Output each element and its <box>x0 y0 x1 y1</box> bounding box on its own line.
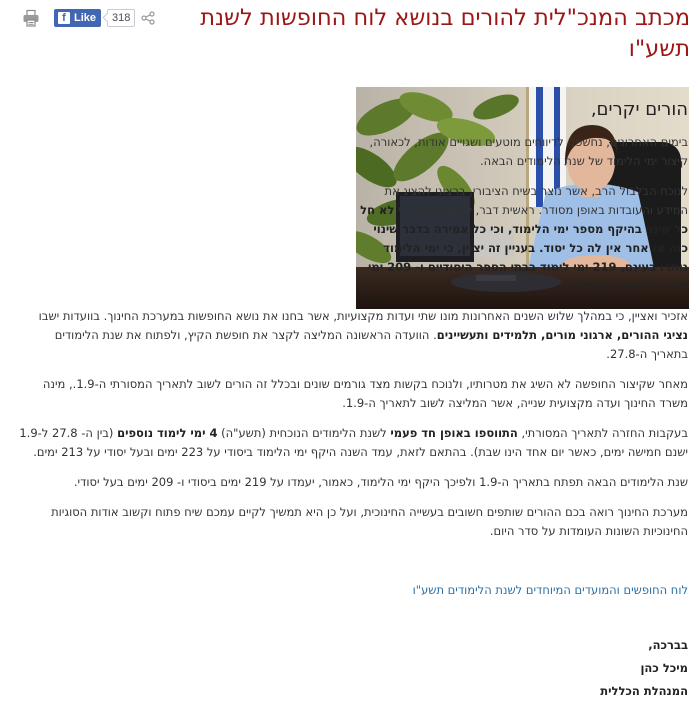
paragraph-5-bold-b: התווספו באופן חד פעמי <box>390 426 518 440</box>
signoff-regards: בברכה, <box>648 638 688 652</box>
paragraph-4: מאחר שקיצור החופשה לא השיג את מטרותיו, ולנוכח בקשות מצד גורמים שונים ובכלל זה הורים לשוב לתאריך המסורתי ה-1.9., מינה משרד החינוך ועדה מקצועית שנייה, אשר המליצה לשוב לתאריך ה-1.9. <box>42 377 688 410</box>
paragraph-2-bold: לא חל כל שינוי בהיקף מספר ימי הלימוד, וכי כל אמירה בדבר שינוי כזה או אחר אין לה כל יסוד. בעניין זה יצוין, כי ימי הלימוד נותרו בעינם, 219 ימי לימוד בבתי הספר היסודיים ו- 209 ימי לימוד בחטיבה העליונה. <box>360 203 688 293</box>
paragraph-3-bold: נציגי ההורים, ארגוני מורים, תלמידים ותעשיינים <box>436 328 688 342</box>
paragraph-7: מערכת החינוך רואה בכם ההורים שותפים חשובים בעשייה החינוכית, ועל כן היא תמשיך לקיים עמכם שיח פתוח וקשוב אודות הסוגיות החינוכיות השונות העומדות על סדר היום. <box>51 505 688 538</box>
paragraph-3-text-a: אזכיר ואציין, כי במהלך שלוש השנים האחרונות מונו שתי ועדות מקצועיות, אשר בחנו את נושא החופשות במערכת החינוך. בוועדות ישבו <box>38 309 688 323</box>
signature-block <box>18 634 688 703</box>
like-label: Like <box>74 12 97 24</box>
paragraph-1: בימים האחרונים, נחשפנו לדיווחים מוטעים ושגויים אודות, לכאורה, קיצור ימי הלימוד של שנת הלימודים הבאה. <box>369 135 688 168</box>
page-title: מכתב המנכ"לית להורים בנושא לוח החופשות לשנת תשע"ו <box>200 5 690 62</box>
holidays-link[interactable]: לוח החופשים והמועדים המיוחדים לשנת הלימודים תשע"ו <box>412 583 688 597</box>
holidays-link-paragraph <box>18 581 688 600</box>
paragraph-6: שנת הלימודים הבאה תפתח בתאריך ה-1.9 ולפיכך היקף ימי הלימוד, כאמור, יעמדו על 219 ימים ביסודי ו- 209 ימים בעל יסודי. <box>73 475 688 489</box>
like-count-badge: 318 <box>107 9 135 27</box>
signoff-name: מיכל כהן <box>640 661 688 675</box>
print-icon[interactable] <box>22 9 40 27</box>
paragraph-3-text-c: . הוועדה הראשונה המליצה לקצר את חופשת הקיץ, ולפתוח את שנת הלימודים בתאריך ה-27.8. <box>54 328 688 361</box>
paragraph-3 <box>18 307 688 364</box>
paragraph-5-text-c: לשנת הלימודים הנוכחית (תשע"ה) <box>217 426 391 440</box>
paragraph-5-text-a: בעקבות החזרה לתאריך המסורתי, <box>517 426 688 440</box>
paragraph-5-text-e: (בין ה- 27.8 ל-1.9 ישנם חמישה ימים, כאשר יום אחד הינו שבת). בהתאם לזאת, עמד השנה היקף ימי הלימוד ביסודי על 223 ימים ובעל יסודי על 213 ימים. <box>19 426 688 459</box>
letter-body <box>18 98 688 703</box>
paragraph-2 <box>358 182 688 296</box>
greeting: הורים יקרים, <box>590 99 688 120</box>
signoff-role: המנהלת הכללית <box>600 684 688 698</box>
paragraph-2-text: לנוכח הבלבול הרב, אשר נוצר בשיח הציבורי, ברצוני להציג את המידע והעובדות באופן מסודר. ראשית דבר, יודגש ויובהר, כי <box>384 184 688 217</box>
share-icon[interactable] <box>141 11 155 25</box>
facebook-icon: f <box>58 12 70 24</box>
share-toolbar <box>22 7 155 29</box>
paragraph-5-bold-d: 4 ימי לימוד נוספים <box>117 426 218 440</box>
paragraph-5 <box>18 424 688 462</box>
facebook-like-button[interactable] <box>54 9 101 27</box>
